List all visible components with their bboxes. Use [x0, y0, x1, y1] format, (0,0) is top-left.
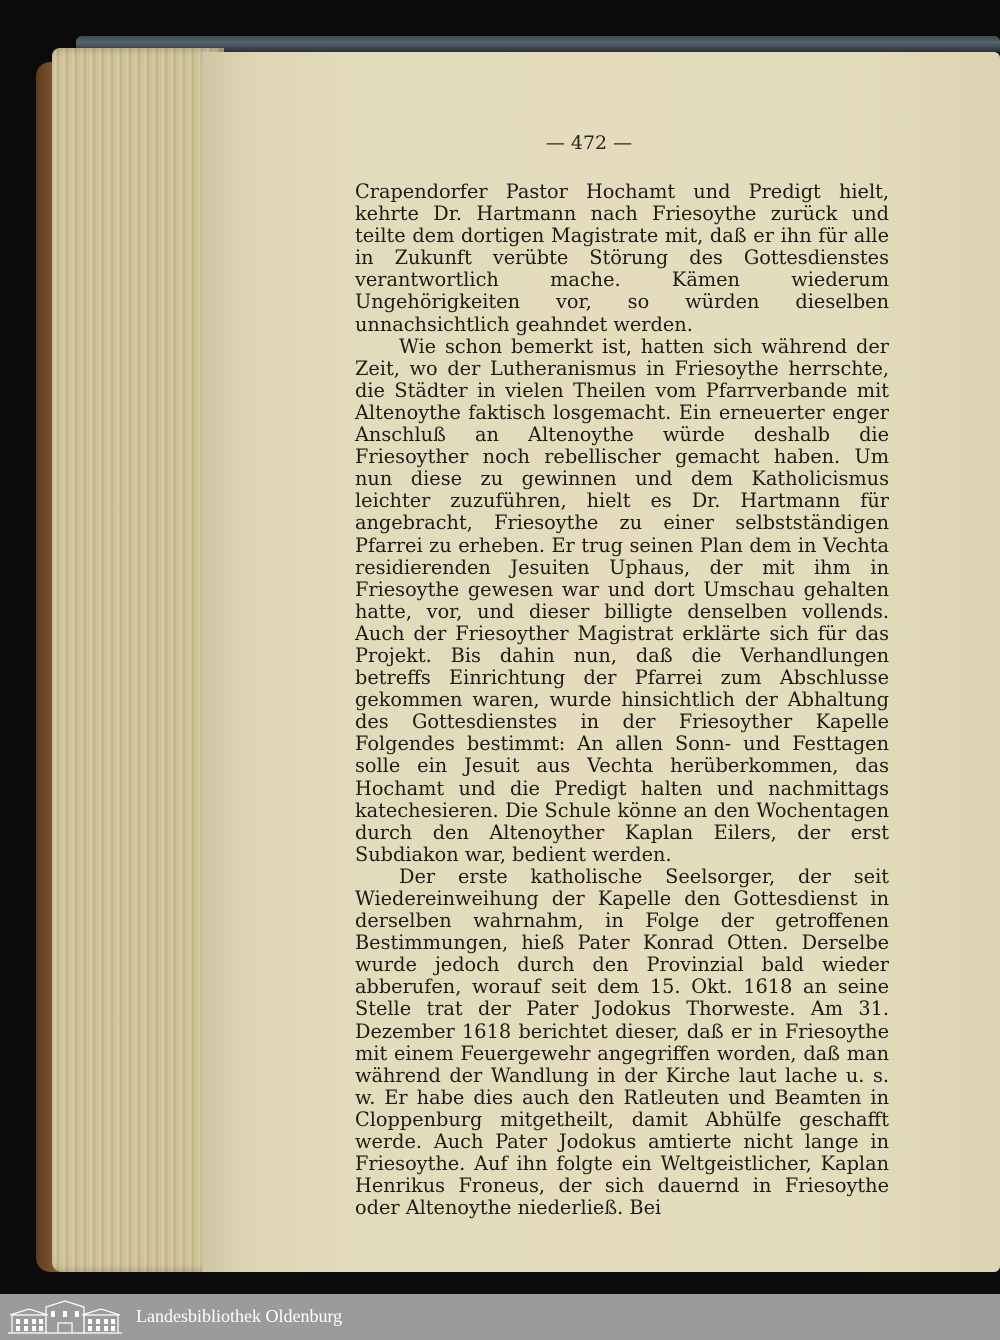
library-building-icon[interactable]: [6, 1299, 124, 1335]
paragraph-3: Der erste katholische Seelsorger, der seit Wiedereinweihung der Kapelle den Gottesdienst in derselben wahrnahm, in Folge der getroffenen Bestimmungen, hieß Pater Konrad Otten. Derselbe wurde jedoch durch den Provinzial bald wieder abberufen, worauf seit dem 15. Okt. 1618 an seine Stelle trat der Pater Jodokus Thorweste. Am 31. Dezember 1618 berichtet dieser, daß er in Friesoythe mit einem Feuergewehr angegriffen worden, daß man während der Wandlung in der Kirche laut lache u. s. w. Er habe dies auch den Ratleuten und Beamten in Cloppenburg mitgetheilt, damit Abhülfe geschafft werde. Auch Pater Jodokus amtierte nicht lange in Friesoythe. Auf ihn folgte ein Weltgeistlicher, Kaplan Henrikus Froneus, der sich dauernd in Friesoythe oder Altenoythe niederließ. Bei: [355, 864, 889, 1220]
footer-bar: [0, 1294, 1000, 1340]
page-edges: [52, 48, 224, 1272]
paragraph-2: Wie schon bemerkt ist, hatten sich während der Zeit, wo der Lutheranismus in Friesoythe herrschte, die Städter in vielen Theilen vom Pfarrverbande mit Altenoythe faktisch losgemacht. Ein erneuerter enger Anschluß an Altenoythe würde deshalb die Friesoyther noch rebellischer gemacht haben. Um nun diese zu gewinnen und dem Katholicismus leichter zuzuführen, hielt es Dr. Hartmann für angebracht, Friesoythe zu einer selbstständigen Pfarrei zu erheben. Er trug seinen Plan dem in Vechta residierenden Jesuiten Uphaus, der mit ihm in Friesoythe gewesen war und dort Umschau gehalten hatte, vor, und dieser billigte denselben vollends. Auch der Friesoyther Magistrat erklärte sich für das Projekt. Bis dahin nun, daß die Verhandlungen betreffs Einrichtung der Pfarrei zum Abschlusse gekommen waren, wurde hinsichtlich der Abhaltung des Gottesdienstes in der Friesoyther Kapelle Folgendes bestimmt: An allen Sonn- und Festtagen solle ein Jesuit aus Vechta herüberkommen, das Hochamt und die Predigt halten und nachmittags katechesieren. Die Schule könne an den Wochentagen durch den Altenoyther Kaplan Eilers, der erst Subdiakon war, bedient werden.: [355, 334, 889, 866]
page-text: [355, 181, 889, 1219]
page-number: — 472 —: [545, 132, 633, 154]
footer-library-name[interactable]: Landesbibliothek Oldenburg: [136, 1306, 343, 1326]
paragraph-1: Crapendorfer Pastor Hochamt und Predigt hielt, kehrte Dr. Hartmann nach Friesoythe zurück und teilte dem dortigen Magistrate mit, daß er ihn für alle in Zukunft verübte Störung des Gottesdienstes verantwortlich mache. Kämen wiederum Ungehörigkeiten vor, so würden dieselben unnachsichtlich geahndet werden.: [355, 180, 889, 336]
